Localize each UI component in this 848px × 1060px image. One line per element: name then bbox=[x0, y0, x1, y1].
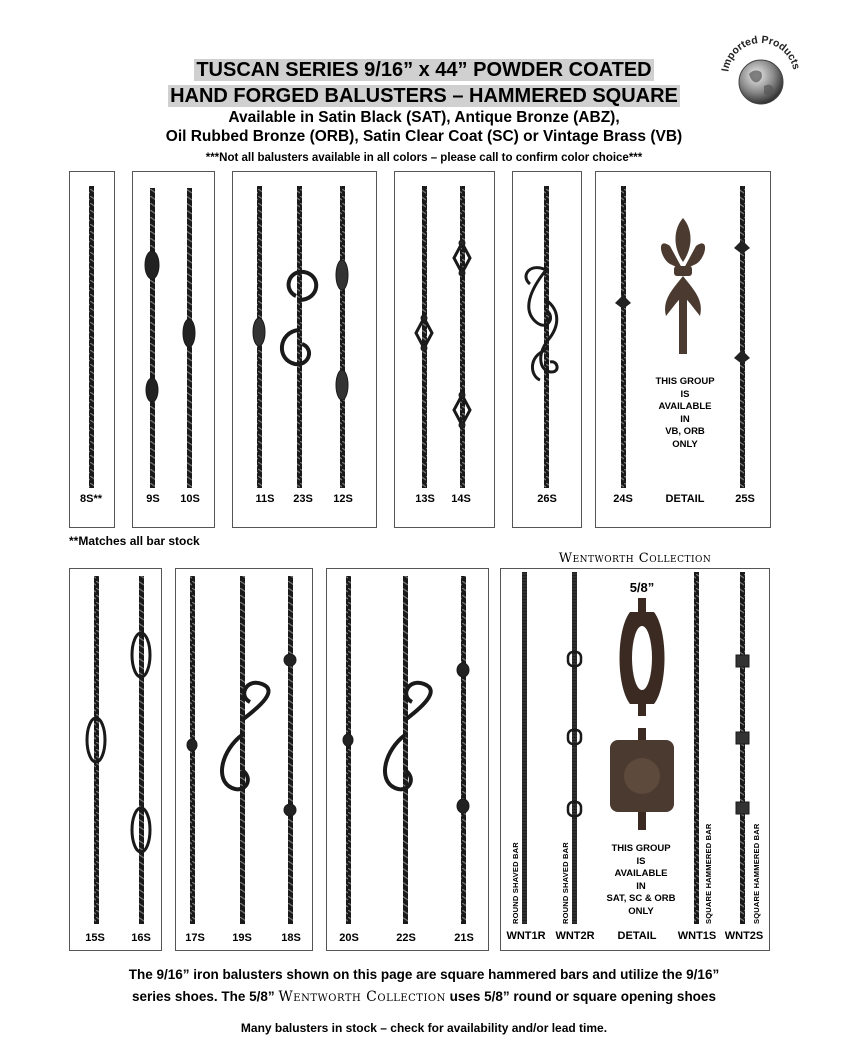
baluster-24s bbox=[621, 186, 626, 488]
baluster-15s bbox=[94, 576, 99, 924]
label-16s: 16S bbox=[131, 932, 151, 944]
label-wnt1r: WNT1R bbox=[506, 930, 546, 942]
label-15s: 15S bbox=[85, 932, 105, 944]
baluster-9s bbox=[150, 188, 155, 488]
wentworth-brand: Wentworth Collection bbox=[278, 989, 446, 1005]
color-note: ***Not all balusters available in all colors – please call to confirm color choice*** bbox=[205, 152, 643, 164]
baluster-wnt1s bbox=[694, 572, 699, 924]
colors-line-2: Oil Rubbed Bronze (ORB), Satin Clear Coat (SC) or Vintage Brass (VB) bbox=[165, 128, 683, 145]
baluster-19s bbox=[240, 576, 245, 924]
vlabel-wnt2r: ROUND SHAVED BAR bbox=[561, 842, 570, 924]
vlabel-wnt1s: SQUARE HAMMERED BAR bbox=[704, 823, 713, 924]
baluster-wnt2s bbox=[740, 572, 745, 924]
label-22s: 22S bbox=[396, 932, 416, 944]
label-20s: 20S bbox=[339, 932, 359, 944]
matches-footnote: **Matches all bar stock bbox=[69, 534, 200, 548]
group-note-vb-orb: THIS GROUP IS AVAILABLE IN VB, ORB ONLY bbox=[655, 376, 715, 450]
baluster-wnt2r bbox=[572, 572, 577, 924]
baluster-25s bbox=[740, 186, 745, 488]
baluster-20s bbox=[346, 576, 351, 924]
label-17s: 17S bbox=[185, 932, 205, 944]
label-8s: 8S** bbox=[79, 493, 103, 505]
label-18s: 18S bbox=[281, 932, 301, 944]
label-wnt2r: WNT2R bbox=[555, 930, 595, 942]
stock-note: Many balusters in stock – check for availability and/or lead time. bbox=[240, 1021, 608, 1035]
label-14s: 14S bbox=[451, 493, 471, 505]
group-note-sat-sc-orb: THIS GROUP IS AVAILABLE IN SAT, SC & ORB ONLY bbox=[606, 843, 676, 917]
logo-text: Imported Products bbox=[719, 33, 803, 73]
baluster-wnt1r bbox=[522, 572, 527, 924]
baluster-26s bbox=[544, 186, 549, 488]
label-23s: 23S bbox=[293, 493, 313, 505]
label-11s: 11S bbox=[255, 493, 275, 505]
footer-line-1: The 9/16” iron balusters shown on this page are square hammered bars and utilize the 9/16” bbox=[128, 967, 720, 982]
vlabel-wnt1r: ROUND SHAVED BAR bbox=[511, 842, 520, 924]
label-24s: 24S bbox=[613, 493, 633, 505]
label-12s: 12S bbox=[333, 493, 353, 505]
baluster-18s bbox=[288, 576, 293, 924]
label-detail-wentworth: DETAIL bbox=[617, 930, 657, 942]
label-21s: 21S bbox=[454, 932, 474, 944]
baluster-21s bbox=[461, 576, 466, 924]
label-wnt2s: WNT2S bbox=[724, 930, 764, 942]
baluster-16s bbox=[139, 576, 144, 924]
baluster-8s bbox=[89, 186, 94, 488]
vlabel-wnt2s: SQUARE HAMMERED BAR bbox=[752, 823, 761, 924]
label-10s: 10S bbox=[180, 493, 200, 505]
baluster-12s bbox=[340, 186, 345, 488]
baluster-13s bbox=[422, 186, 427, 488]
label-detail: DETAIL bbox=[665, 493, 705, 505]
label-9s: 9S bbox=[146, 493, 160, 505]
baluster-14s bbox=[460, 186, 465, 488]
label-13s: 13S bbox=[415, 493, 435, 505]
collar-detail bbox=[610, 728, 674, 830]
wentworth-size: 5/8” bbox=[629, 580, 655, 595]
title-line-1: TUSCAN SERIES 9/16” x 44” POWDER COATED bbox=[196, 59, 652, 81]
baluster-22s bbox=[403, 576, 408, 924]
title-line-2: HAND FORGED BALUSTERS – HAMMERED SQUARE bbox=[170, 85, 678, 107]
label-26s: 26S bbox=[537, 493, 557, 505]
wentworth-heading: Wentworth Collection bbox=[558, 551, 712, 566]
colors-line-1: Available in Satin Black (SAT), Antique Bronze (ABZ), bbox=[228, 109, 620, 126]
label-19s: 19S bbox=[232, 932, 252, 944]
label-wnt1s: WNT1S bbox=[677, 930, 717, 942]
label-25s: 25S bbox=[735, 493, 755, 505]
footer-line-2: series shoes. The 5/8” Wentworth Collection uses 5/8” round or square opening shoes bbox=[132, 989, 716, 1005]
baluster-23s bbox=[297, 186, 302, 488]
ring-detail bbox=[620, 598, 665, 716]
fleur-de-lis-detail bbox=[661, 218, 705, 354]
